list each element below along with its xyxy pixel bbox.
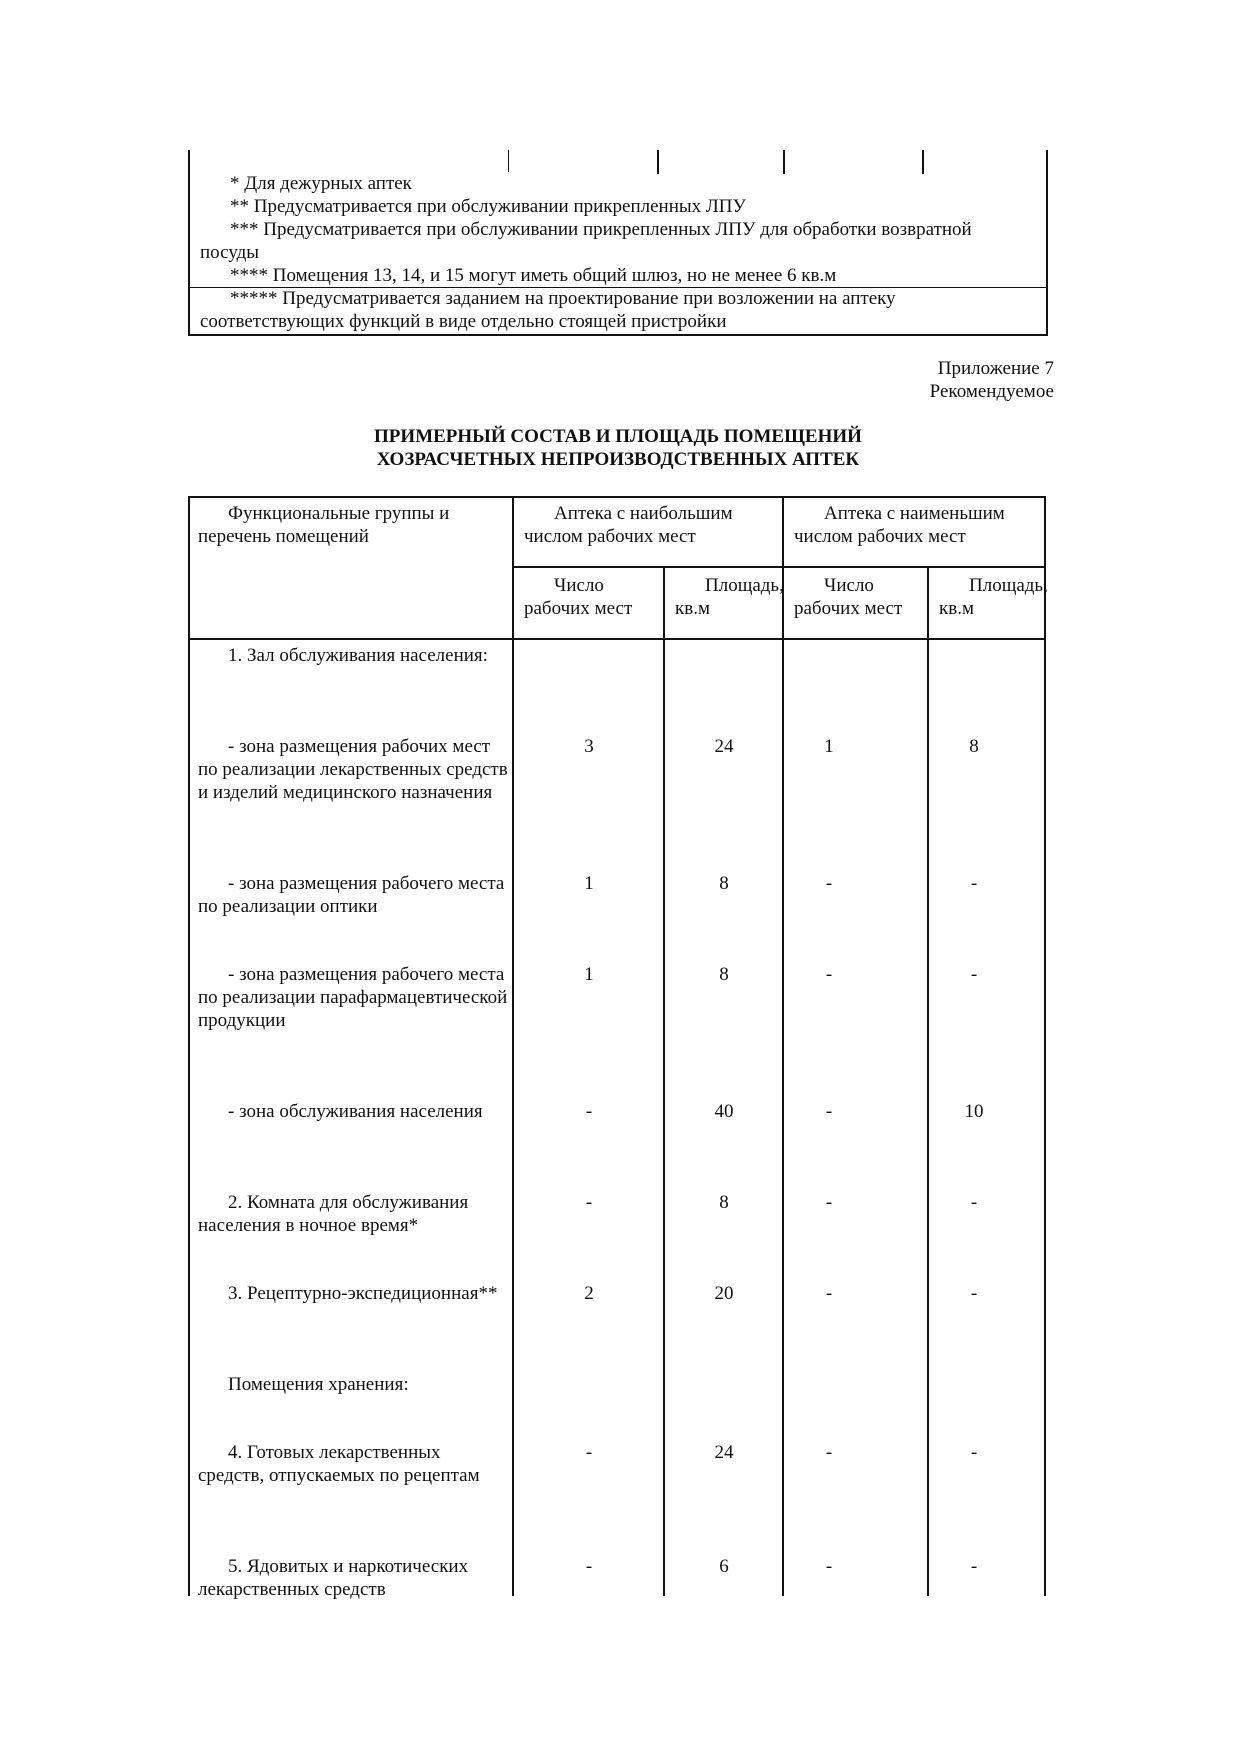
max-workplaces-value: 1 (584, 964, 594, 985)
header-min-pharmacy: Аптека с наименьшим числом рабочих мест (794, 503, 1005, 547)
header-min-workplaces: Число рабочих мест (794, 575, 903, 619)
header-min-area: Площадь, кв.м (939, 575, 1048, 619)
max-workplaces-value: 2 (584, 1283, 594, 1304)
footnote-list (200, 172, 1030, 333)
min-workplaces-value: - (825, 964, 833, 985)
room-name: - зона размещения рабочего места по реализации парафармацевтической продукции (198, 964, 508, 1031)
column-divider (782, 496, 784, 1596)
max-workplaces-value: - (585, 1101, 593, 1122)
max-area-value: 40 (714, 1101, 734, 1122)
room-name: 3. Рецептурно-экспедиционная** (228, 1283, 498, 1304)
document-title (188, 425, 1048, 471)
premises-table (188, 496, 1048, 1600)
appendix-status: Рекомендуемое (929, 381, 1054, 402)
room-group-name: Помещения хранения: (228, 1374, 409, 1395)
room-name: - зона размещения рабочих мест по реализации лекарственных средств и изделий медицинского назначения (198, 736, 508, 803)
max-workplaces-value: - (585, 1556, 593, 1577)
appendix-label (930, 357, 1054, 403)
min-workplaces-value: 1 (824, 736, 834, 757)
appendix-number: Приложение 7 (937, 358, 1054, 379)
table-border-top (188, 496, 1046, 498)
footnotes-box (188, 150, 1048, 336)
max-workplaces-value: - (585, 1442, 593, 1463)
header-functional-groups: Функциональные группы и перечень помещений (198, 503, 450, 547)
room-name: - зона размещения рабочего места по реализации оптики (198, 873, 505, 917)
header-max-area: Площадь, кв.м (675, 575, 784, 619)
min-workplaces-value: - (825, 873, 833, 894)
max-area-value: 24 (714, 1442, 734, 1463)
max-workplaces-value: 1 (584, 873, 594, 894)
title-line-1: ПРИМЕРНЫЙ СОСТАВ И ПЛОЩАДЬ ПОМЕЩЕНИЙ (374, 426, 862, 447)
footnote: * Для дежурных аптек (230, 173, 412, 194)
max-workplaces-value: 3 (584, 736, 594, 757)
table-border-left (188, 496, 190, 1596)
footnote: ** Предусматривается при обслуживании прикрепленных ЛПУ (230, 196, 746, 217)
max-workplaces-value: - (585, 1192, 593, 1213)
max-area-value: 6 (719, 1556, 729, 1577)
column-divider (512, 496, 514, 1596)
room-name: 1. Зал обслуживания населения: (228, 645, 488, 666)
min-workplaces-value: - (825, 1556, 833, 1577)
column-tick (922, 150, 924, 174)
column-tick (783, 150, 785, 174)
header-divider (512, 566, 1046, 568)
max-area-value: 24 (714, 736, 734, 757)
min-workplaces-value: - (825, 1192, 833, 1213)
max-area-value: 8 (719, 1192, 729, 1213)
header-bottom (188, 638, 1046, 640)
footnote: **** Помещения 13, 14, и 15 могут иметь общий шлюз, но не менее 6 кв.м (230, 265, 837, 286)
max-area-value: 20 (714, 1283, 734, 1304)
min-area-value: - (970, 1442, 978, 1463)
title-line-2: ХОЗРАСЧЕТНЫХ НЕПРОИЗВОДСТВЕННЫХ АПТЕК (376, 449, 860, 470)
min-workplaces-value: - (825, 1442, 833, 1463)
column-tick (508, 150, 509, 172)
max-area-value: 8 (719, 873, 729, 894)
min-area-value: 8 (969, 736, 979, 757)
room-name: 2. Комната для обслуживания населения в ночное время* (198, 1192, 469, 1236)
column-tick (657, 150, 659, 174)
min-area-value: - (970, 1556, 978, 1577)
min-area-value: - (970, 1192, 978, 1213)
min-area-value: 10 (964, 1101, 984, 1122)
room-name: 5. Ядовитых и наркотических лекарственных средств (198, 1556, 469, 1600)
min-workplaces-value: - (825, 1101, 833, 1122)
room-name: - зона обслуживания населения (228, 1101, 483, 1122)
min-workplaces-value: - (825, 1283, 833, 1304)
max-area-value: 8 (719, 964, 729, 985)
table-border-right (1044, 496, 1046, 1596)
header-max-workplaces: Число рабочих мест (524, 575, 633, 619)
header-max-pharmacy: Аптека с наибольшим числом рабочих мест (524, 503, 733, 547)
min-area-value: - (970, 964, 978, 985)
min-area-value: - (970, 873, 978, 894)
footnote: *** Предусматривается при обслуживании прикрепленных ЛПУ для обработки возвратной посуды (200, 219, 972, 263)
footnote: ***** Предусматривается заданием на проектирование при возложении на аптеку соответствующих функций в виде отдельно стоящей пристройки (200, 288, 896, 332)
room-name: 4. Готовых лекарственных средств, отпускаемых по рецептам (198, 1442, 480, 1486)
min-area-value: - (970, 1283, 978, 1304)
